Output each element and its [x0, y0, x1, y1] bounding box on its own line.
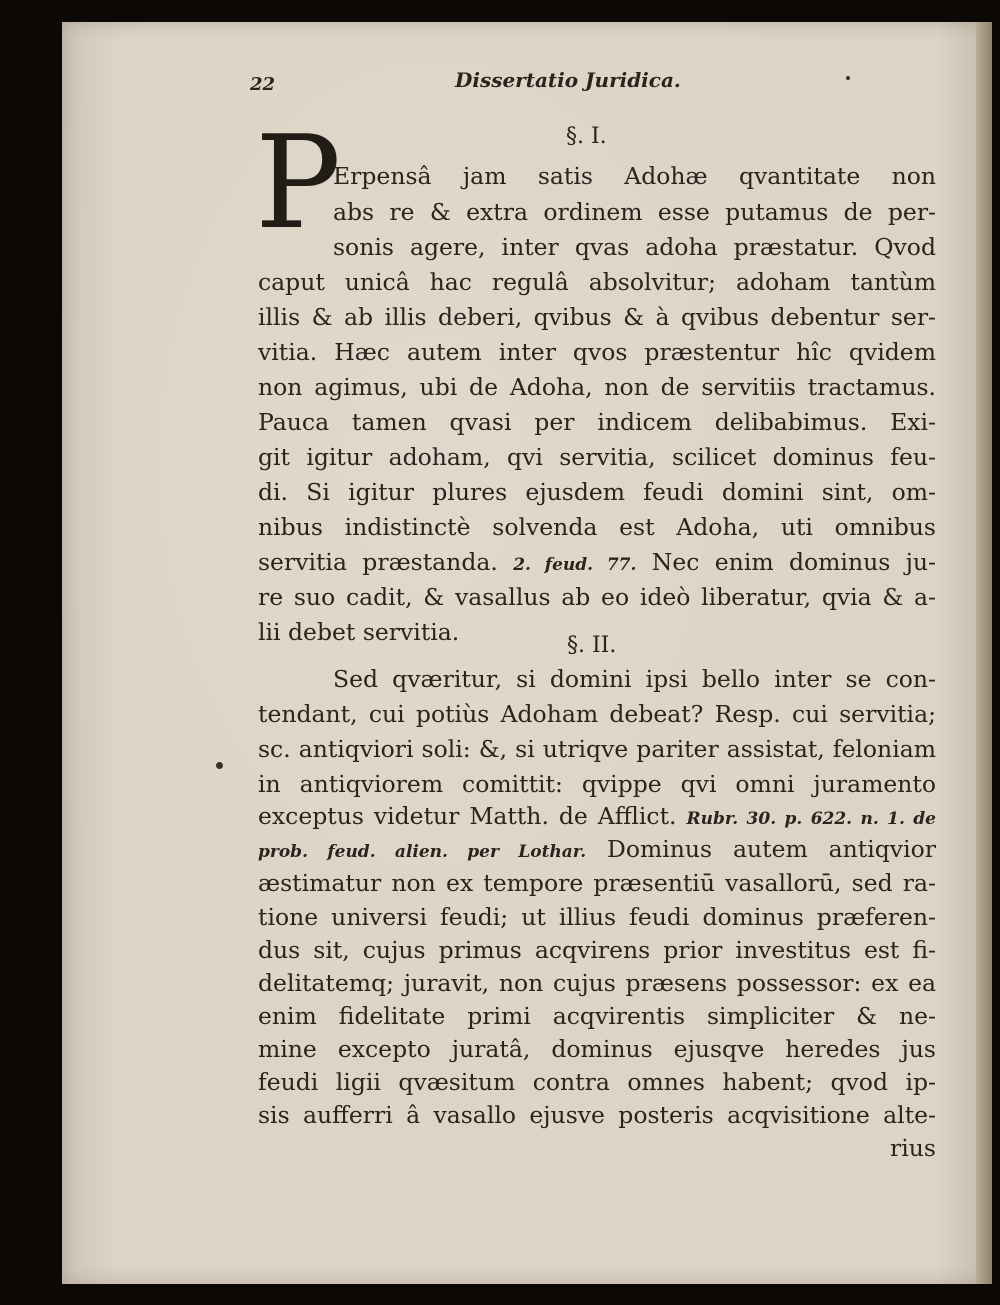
text-line: in antiqviorem comittit: qvippe qvi omni juramento: [258, 770, 936, 798]
ink-speck: [846, 76, 850, 80]
text-line: feudi ligii qvæsitum contra omnes habent; qvod ip-: [258, 1068, 936, 1096]
text-line: sonis agere, inter qvas adoha præstatur. Qvod: [333, 233, 936, 261]
text-line: di. Si igitur plures ejusdem feudi domini sint, om-: [258, 478, 936, 506]
citation: 2. feud. 77.: [513, 555, 637, 575]
text-line: tendant, cui potiùs Adoham debeat? Resp. cui servitia;: [258, 700, 936, 728]
drop-cap: P: [255, 109, 342, 258]
text-segment: Nec enim dominus ju-: [651, 548, 936, 576]
page-number: 22: [250, 74, 276, 95]
text-segment: exceptus videtur Matth. de Afflict.: [258, 802, 677, 830]
text-line: delitatemq; juravit, non cujus præsens possessor: ex ea: [258, 969, 936, 997]
text-line: mine excepto juratâ, dominus ejusqve heredes jus: [258, 1035, 936, 1063]
citation: prob. feud. alien. per Lothar.: [258, 842, 587, 862]
text-line: caput unicâ hac regulâ absolvitur; adoham tantùm: [258, 268, 936, 296]
text-line: [258, 834, 936, 867]
text-line: [258, 547, 936, 580]
text-line: Pauca tamen qvasi per indicem delibabimus. Exi-: [258, 408, 936, 436]
page-edge: [976, 22, 992, 1284]
text-line: æstimatur non ex tempore præsentiū vasallorū, sed ra-: [258, 869, 936, 897]
citation: Rubr. 30. p. 622. n. 1. de: [686, 809, 936, 829]
text-line: enim fidelitate primi acqvirentis simpliciter & ne-: [258, 1002, 936, 1030]
text-segment: servitia præstanda.: [258, 548, 498, 576]
text-line: abs re & extra ordinem esse putamus de per-: [333, 198, 936, 226]
text-line: vitia. Hæc autem inter qvos præstentur hîc qvidem: [258, 338, 936, 366]
text-segment: Dominus autem antiqvior: [607, 835, 936, 863]
text-line: sis aufferri â vasallo ejusve posteris acqvisitione alte-: [258, 1101, 936, 1129]
text-line: sc. antiqviori soli: &, si utriqve pariter assistat, feloniam: [258, 735, 936, 763]
text-line: nibus indistinctè solvenda est Adoha, uti omnibus: [258, 513, 936, 541]
text-line: [258, 801, 936, 834]
text-line: git igitur adoham, qvi servitia, scilicet dominus feu-: [258, 443, 936, 471]
text-line: illis & ab illis deberi, qvibus & à qvibus debentur ser-: [258, 303, 936, 331]
text-line: Sed qværitur, si domini ipsi bello inter se con-: [333, 665, 936, 693]
catchword: rius: [890, 1134, 936, 1162]
ink-speck: [216, 762, 223, 769]
text-line: dus sit, cujus primus acqvirens prior investitus est fi-: [258, 936, 936, 964]
running-title: Dissertatio Juridica.: [455, 68, 681, 92]
text-line: Erpensâ jam satis Adohæ qvantitate non: [333, 162, 936, 190]
section-heading-2: §. II.: [567, 633, 617, 658]
text-line: tione universi feudi; ut illius feudi dominus præferen-: [258, 903, 936, 931]
text-line: non agimus, ubi de Adoha, non de servitiis tractamus.: [258, 373, 936, 401]
section-heading-1: §. I.: [566, 124, 607, 149]
text-line: lii debet servitia.: [258, 618, 460, 646]
text-line: re suo cadit, & vasallus ab eo ideò liberatur, qvia & a-: [258, 583, 936, 611]
